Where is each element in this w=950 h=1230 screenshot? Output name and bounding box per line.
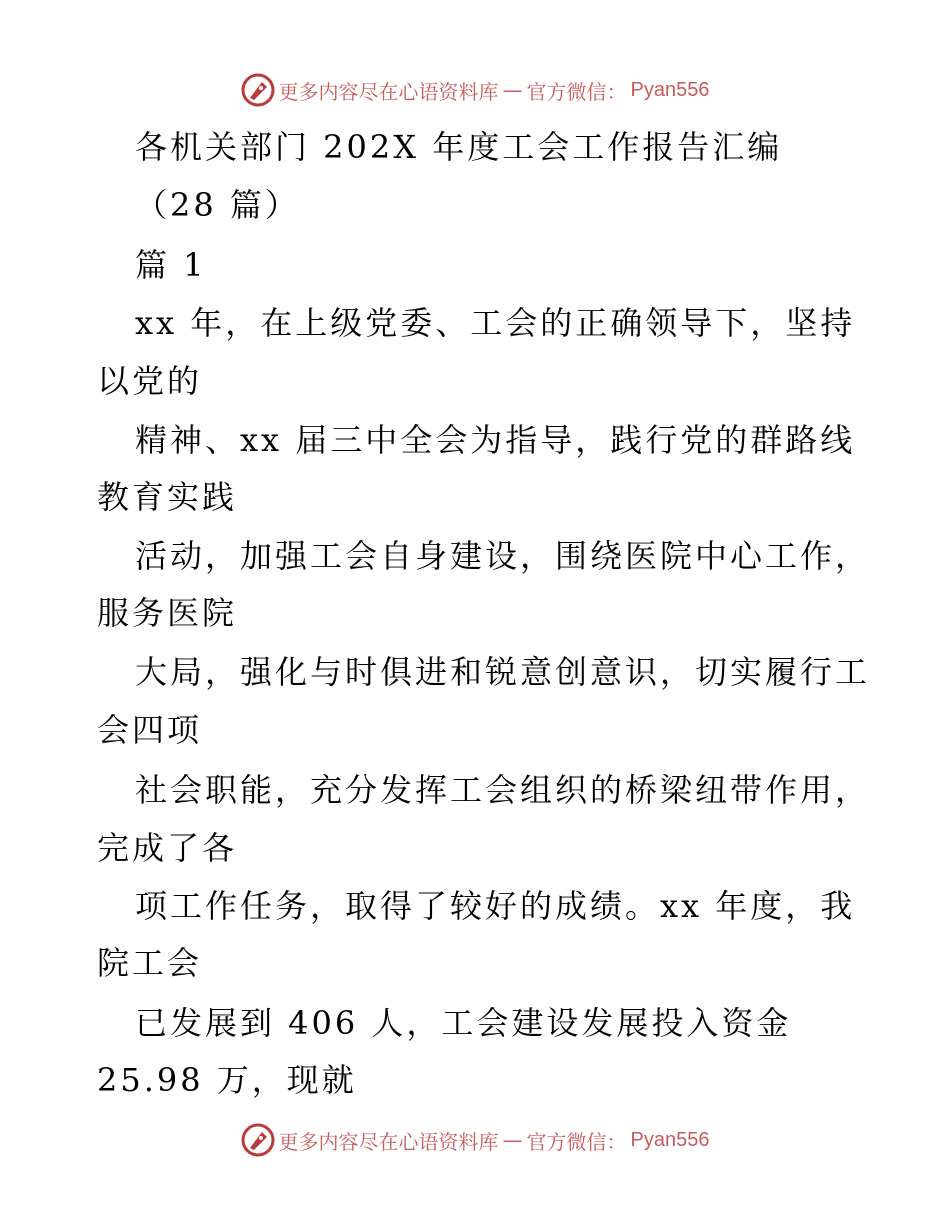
banner-slogan: 更多内容尽在心语资料库 (278, 1129, 499, 1154)
pen-nib-logo-icon (241, 1123, 275, 1157)
document-title: 各机关部门 202X 年度工会工作报告汇编 (135, 128, 783, 166)
body-line: 大局，强化与时俱进和锐意创意识，切实履行工 (135, 653, 871, 691)
footer-watermark-banner (0, 1120, 950, 1160)
section-heading: 篇 1 (135, 246, 207, 284)
body-line: 已发展到 406 人，工会建设发展投入资金 (135, 1004, 792, 1042)
banner-dash: — (502, 78, 523, 102)
body-line: 社会职能，充分发挥工会组织的桥梁纽带作用， (135, 771, 871, 809)
body-line: 项工作任务，取得了较好的成绩。xx 年度，我 (135, 887, 856, 925)
banner-dash: — (502, 1128, 523, 1152)
banner-slogan: 更多内容尽在心语资料库 (278, 79, 499, 104)
banner-wechat-id: Pyan556 (630, 1128, 710, 1151)
document-subtitle: （28 篇） (135, 186, 300, 224)
body-line: 完成了各 (97, 829, 238, 867)
body-line: 活动，加强工会自身建设，围绕医院中心工作， (135, 537, 871, 575)
banner-wechat-id: Pyan556 (630, 78, 710, 101)
body-line: 服务医院 (97, 594, 238, 632)
header-watermark-banner (0, 70, 950, 110)
body-line: 院工会 (97, 944, 203, 982)
body-line: 以党的 (97, 362, 203, 400)
body-line: 25.98 万，现就 (97, 1061, 357, 1099)
banner-official-label: 官方微信： (526, 1129, 627, 1154)
body-line: 精神、xx 届三中全会为指导，践行党的群路线 (135, 421, 856, 459)
body-line: 会四项 (97, 711, 203, 749)
body-line: 教育实践 (97, 478, 238, 516)
pen-nib-logo-icon (241, 73, 275, 107)
body-line: xx 年，在上级党委、工会的正确领导下，坚持 (135, 304, 856, 342)
banner-official-label: 官方微信： (526, 79, 627, 104)
